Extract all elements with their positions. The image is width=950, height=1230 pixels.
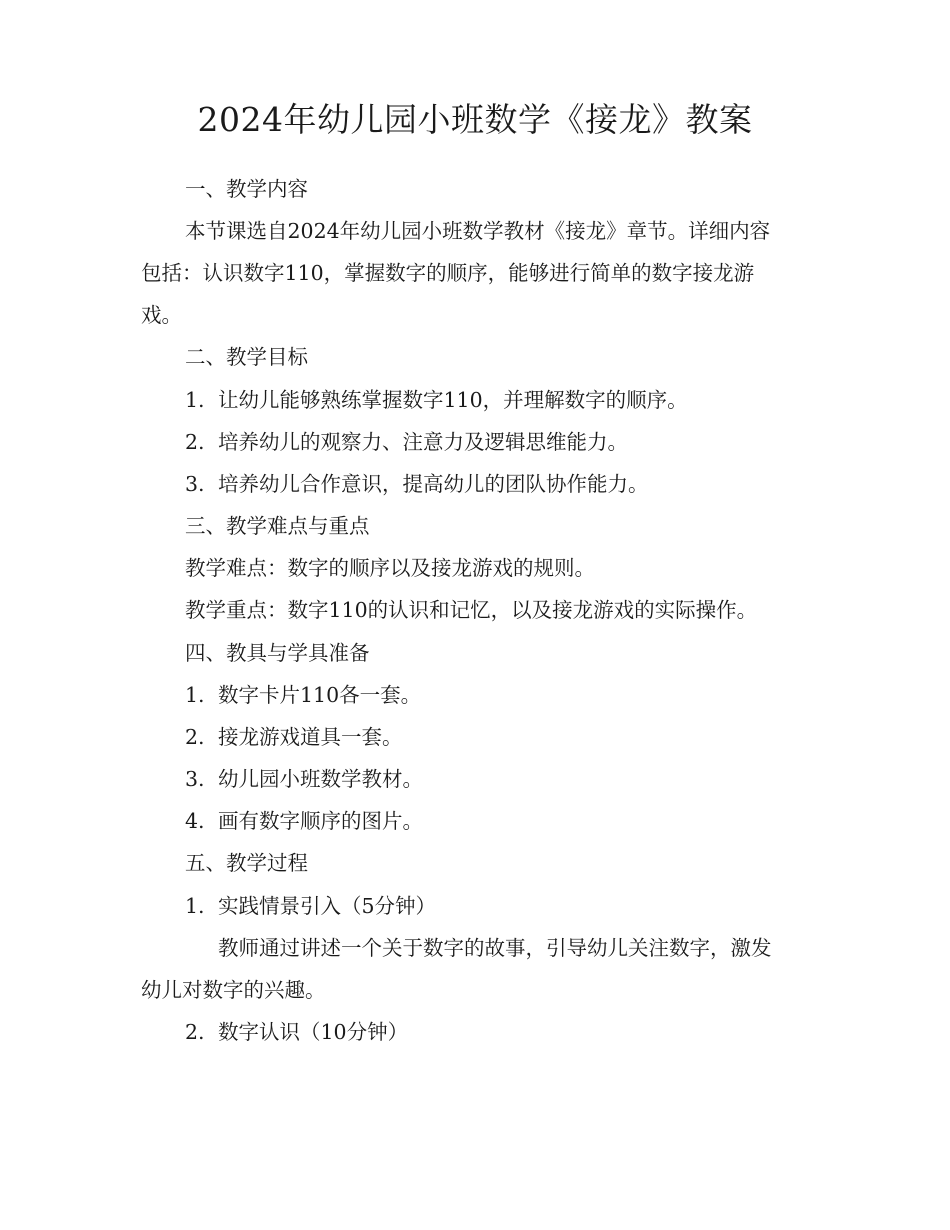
list-number: 2. [185, 725, 205, 749]
material-item-2 [185, 722, 403, 752]
list-item-text: 让幼儿能够熟练掌握数字110，并理解数字的顺序。 [218, 388, 688, 412]
list-number: 1. [185, 388, 205, 412]
difficulty-text: 教学难点：数字的顺序以及接龙游戏的规则。 [185, 556, 595, 580]
list-number: 2. [185, 430, 205, 454]
list-number: 4. [185, 809, 205, 833]
list-item-text: 幼儿园小班数学教材。 [218, 767, 423, 791]
list-item-text: 培养幼儿的观察力、注意力及逻辑思维能力。 [218, 430, 628, 454]
section-heading-content: 一、教学内容 [185, 177, 308, 201]
list-number: 3. [185, 472, 205, 496]
process-step-1-paragraph-line-2: 幼儿对数字的兴趣。 [141, 978, 326, 1002]
goal-item-2 [185, 427, 628, 457]
section-heading-goals: 二、教学目标 [185, 345, 308, 369]
content-paragraph-line-2: 包括：认识数字110，掌握数字的顺序，能够进行简单的数字接龙游 [141, 261, 755, 285]
list-number: 2. [185, 1020, 205, 1044]
goal-item-1 [185, 385, 688, 415]
material-item-4 [185, 806, 423, 836]
process-step-2 [185, 1017, 408, 1047]
process-step-1-paragraph-line-1: 教师通过讲述一个关于数字的故事，引导幼儿关注数字，激发 [218, 936, 772, 960]
list-item-text: 接龙游戏道具一套。 [218, 725, 403, 749]
key-point-text: 教学重点：数字110的认识和记忆，以及接龙游戏的实际操作。 [185, 598, 758, 622]
section-heading-difficulty: 三、教学难点与重点 [185, 514, 370, 538]
material-item-3 [185, 764, 423, 794]
list-number: 3. [185, 767, 205, 791]
section-heading-materials: 四、教具与学具准备 [185, 641, 370, 665]
list-number: 1. [185, 894, 205, 918]
list-item-text: 培养幼儿合作意识，提高幼儿的团队协作能力。 [218, 472, 649, 496]
list-item-text: 实践情景引入（5分钟） [218, 894, 437, 918]
content-paragraph-line-3: 戏。 [141, 303, 182, 327]
document-title: 2024年幼儿园小班数学《接龙》教案 [197, 100, 753, 139]
list-item-text: 数字认识（10分钟） [218, 1020, 409, 1044]
list-item-text: 数字卡片110各一套。 [218, 683, 422, 707]
process-step-1 [185, 891, 436, 921]
content-paragraph-line-1: 本节课选自2024年幼儿园小班数学教材《接龙》章节。详细内容 [185, 219, 771, 243]
list-number: 1. [185, 683, 205, 707]
material-item-1 [185, 680, 421, 710]
section-heading-process: 五、教学过程 [185, 851, 308, 875]
list-item-text: 画有数字顺序的图片。 [218, 809, 423, 833]
goal-item-3 [185, 469, 649, 499]
